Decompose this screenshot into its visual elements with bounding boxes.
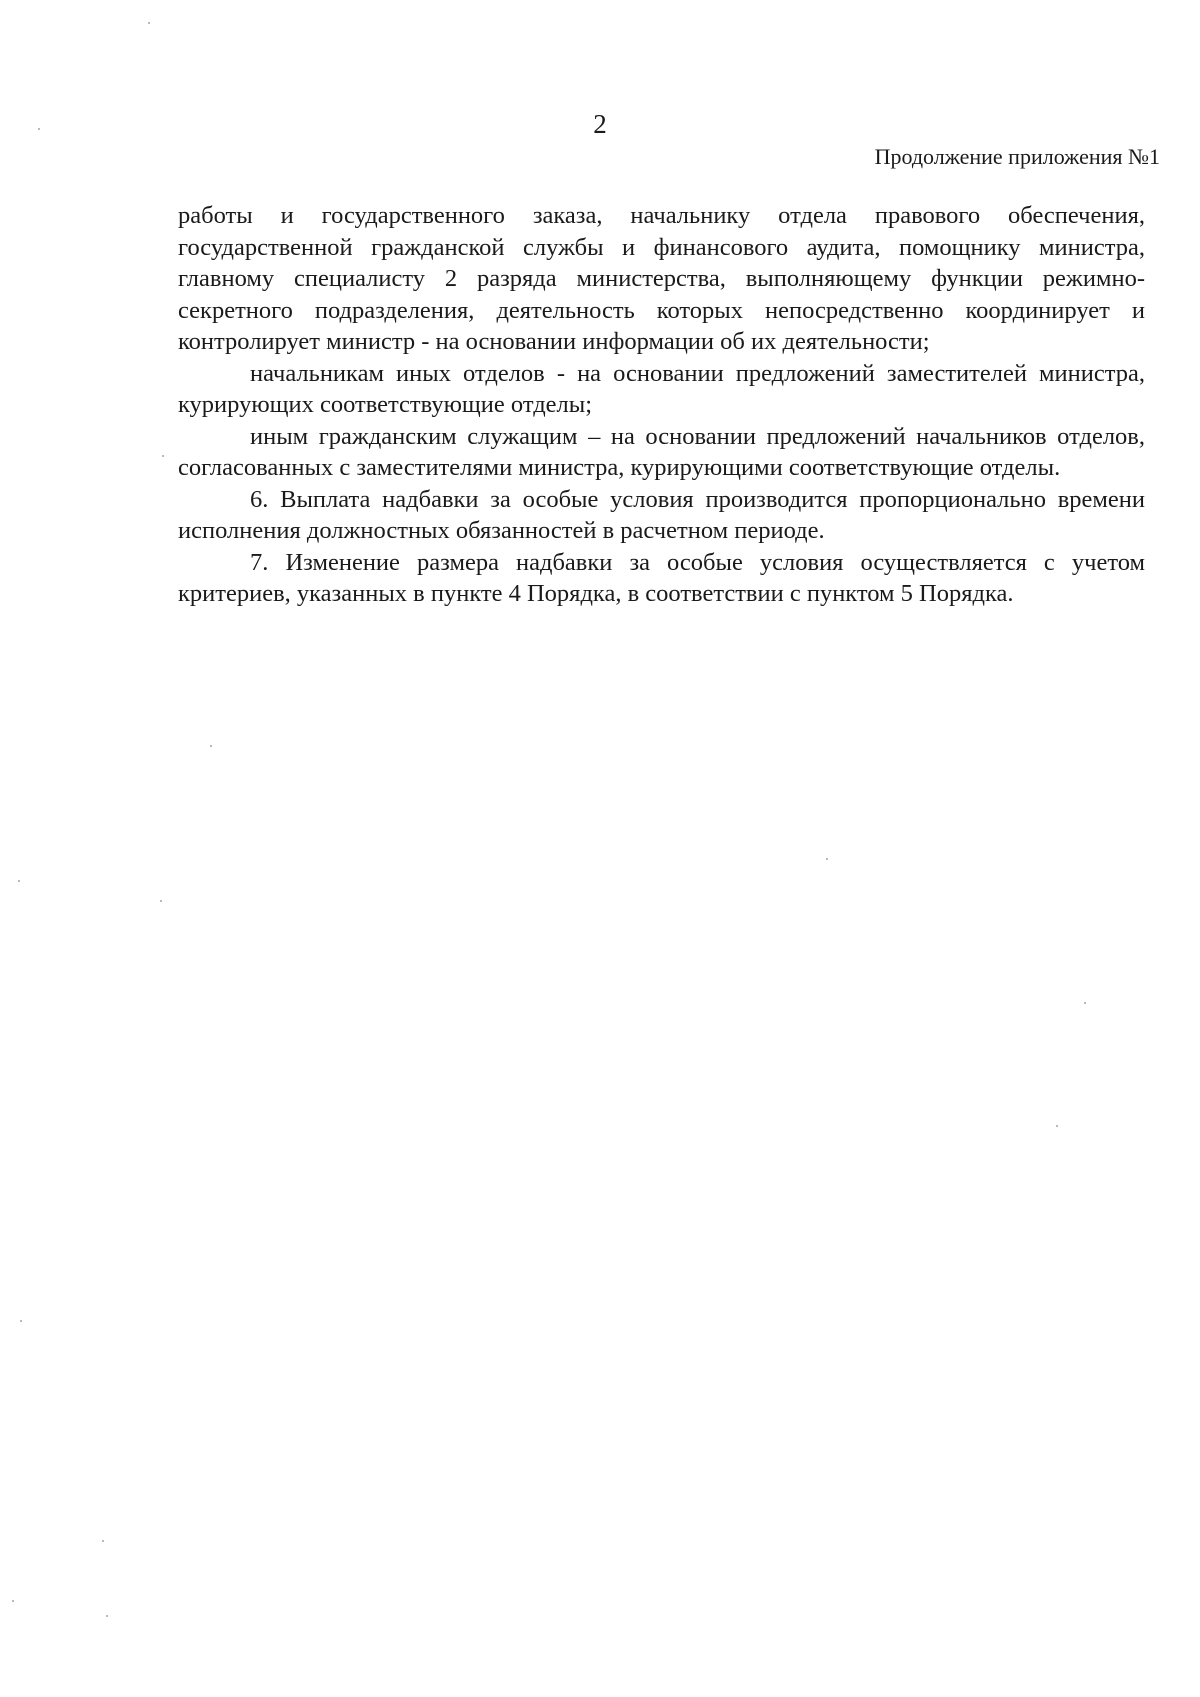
paragraph: начальникам иных отделов - на основании предложений заместителей министра, курирующих соответствующие отделы; [178, 359, 1145, 418]
paragraph: иным гражданским служащим – на основании предложений начальников отделов, согласованных с заместителями министра, курирующими соответствующие отделы. [178, 422, 1145, 481]
scan-speck [18, 880, 20, 882]
scan-speck [160, 900, 162, 902]
scan-speck [210, 745, 212, 747]
scan-speck [20, 1320, 22, 1322]
page-number: 2 [593, 109, 607, 139]
scan-speck [148, 22, 150, 24]
document-body [178, 200, 1145, 610]
paragraph: 7. Изменение размера надбавки за особые условия осуществляется с учетом критериев, указанных в пункте 4 Порядка, в соответствии с пунктом 5 Порядка. [178, 548, 1145, 607]
scan-speck [38, 128, 40, 130]
paragraph: 6. Выплата надбавки за особые условия производится пропорционально времени исполнения должностных обязанностей в расчетном периоде. [178, 485, 1145, 544]
scan-speck [102, 1540, 104, 1542]
paragraph: работы и государственного заказа, начальнику отдела правового обеспечения, государственной гражданской службы и финансового аудита, помощнику министра, главному специалисту 2 разряда министерства, выполняющему функции режимно-секретного подразделения, деятельность которых непосредственно координирует и контролирует министр - на основании информации об их деятельности; [178, 202, 1145, 355]
scan-speck [162, 455, 164, 457]
scan-speck [1056, 1125, 1058, 1127]
scan-speck [106, 1615, 108, 1617]
scan-speck [826, 858, 828, 860]
scan-speck [1084, 1002, 1086, 1004]
scan-speck [12, 1600, 14, 1602]
appendix-continuation-label: Продолжение приложения №1 [874, 144, 1160, 169]
